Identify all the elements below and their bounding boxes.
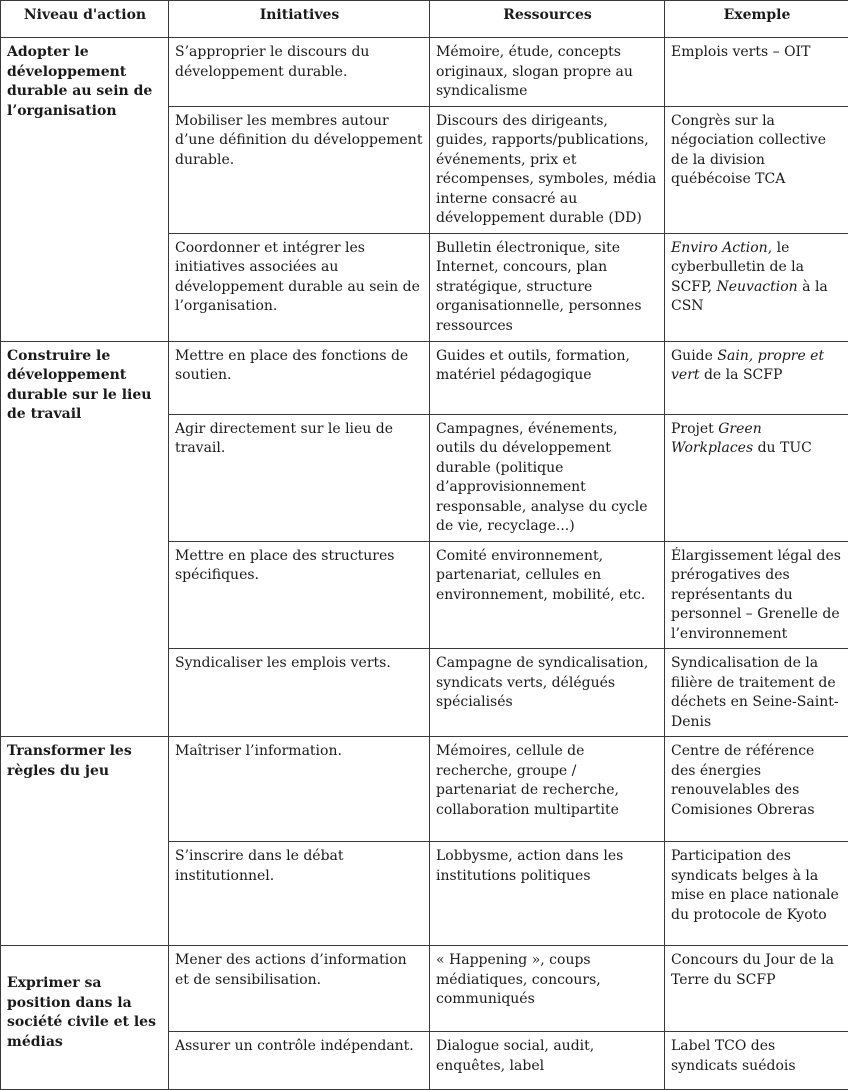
initiative-cell: Mettre en place des structures spécifiques.: [169, 541, 430, 649]
exemple-cell: Congrès sur la négociation collective de la division québécoise TCA: [665, 106, 848, 233]
ressources-cell: Mémoire, étude, concepts originaux, slogan propre au syndicalisme: [430, 38, 665, 107]
exemple-cell: Label TCO des syndicats suédois: [665, 1032, 848, 1090]
header-ressources: Ressources: [430, 1, 665, 38]
exemple-cell: Élargissement légal des prérogatives des représentants du personnel – Grenelle de l’environnement: [665, 541, 848, 649]
exemple-part: Projet: [671, 421, 718, 437]
header-exemple: Exemple: [665, 1, 848, 38]
ressources-cell: Comité environnement, partenariat, cellules en environnement, mobilité, etc.: [430, 541, 665, 649]
exemple-part: , le cyberbulletin de la SCFP,: [671, 240, 804, 295]
initiative-cell: Maîtriser l’information.: [169, 737, 430, 842]
table-row: [1, 737, 848, 842]
exemple-part: Green Workplaces: [671, 421, 762, 457]
ressources-cell: Lobbysme, action dans les institutions politiques: [430, 842, 665, 946]
initiative-cell: S’inscrire dans le débat institutionnel.: [169, 842, 430, 946]
exemple-cell: Syndicalisation de la filière de traitement de déchets en Seine-Saint-Denis: [665, 649, 848, 737]
initiative-cell: S’approprier le discours du développement durable.: [169, 38, 430, 107]
initiative-cell: Mobiliser les membres autour d’une définition du développement durable.: [169, 106, 430, 233]
ressources-cell: Mémoires, cellule de recherche, groupe / partenariat de recherche, collaboration multipartite: [430, 737, 665, 842]
exemple-part: Sain, propre et vert: [671, 348, 824, 384]
level-cell: Adopter le développement durable au sein de l’organisation: [1, 38, 169, 342]
level-cell: Exprimer sa position dans la société civile et les médias: [1, 946, 169, 1090]
ressources-cell: Guides et outils, formation, matériel pédagogique: [430, 341, 665, 414]
ressources-cell: Discours des dirigeants, guides, rapports/publications, événements, prix et récompenses, symboles, média interne consacré au développement durable (DD): [430, 106, 665, 233]
ressources-cell: « Happening », coups médiatiques, concours, communiqués: [430, 946, 665, 1032]
exemple-cell: Emplois verts – OIT: [665, 38, 848, 107]
exemple-cell: [665, 233, 848, 341]
initiative-cell: Coordonner et intégrer les initiatives associées au développement durable au sein de l’organisation.: [169, 233, 430, 341]
exemple-part: du TUC: [753, 440, 812, 456]
initiative-cell: Syndicaliser les emplois verts.: [169, 649, 430, 737]
ressources-cell: Campagnes, événements, outils du développement durable (politique d’approvisionnement responsable, analyse du cycle de vie, recyclage...): [430, 414, 665, 541]
exemple-part: Guide: [671, 348, 717, 364]
exemple-cell: Centre de référence des énergies renouvelables des Comisiones Obreras: [665, 737, 848, 842]
exemple-cell: [665, 341, 848, 414]
table-row: [1, 946, 848, 1032]
header-row: [1, 1, 848, 38]
exemple-part: de la SCFP: [700, 367, 783, 383]
ressources-cell: Campagne de syndicalisation, syndicats verts, délégués spécialisés: [430, 649, 665, 737]
header-niveau: Niveau d'action: [1, 1, 169, 38]
level-cell: Transformer les règles du jeu: [1, 737, 169, 946]
level-cell: Construire le développement durable sur le lieu de travail: [1, 341, 169, 737]
table-row: [1, 341, 848, 414]
ressources-cell: Dialogue social, audit, enquêtes, label: [430, 1032, 665, 1090]
initiative-cell: Mener des actions d’information et de sensibilisation.: [169, 946, 430, 1032]
initiative-cell: Agir directement sur le lieu de travail.: [169, 414, 430, 541]
header-initiatives: Initiatives: [169, 1, 430, 38]
initiative-cell: Assurer un contrôle indépendant.: [169, 1032, 430, 1090]
table-row: [1, 38, 848, 107]
exemple-part: à la CSN: [671, 279, 828, 315]
exemple-cell: Concours du Jour de la Terre du SCFP: [665, 946, 848, 1032]
exemple-cell: Participation des syndicats belges à la mise en place nationale du protocole de Kyoto: [665, 842, 848, 946]
initiative-cell: Mettre en place des fonctions de soutien.: [169, 341, 430, 414]
ressources-cell: Bulletin électronique, site Internet, concours, plan stratégique, structure organisationnelle, personnes ressources: [430, 233, 665, 341]
exemple-part: Enviro Action: [671, 240, 768, 256]
exemple-cell: [665, 414, 848, 541]
exemple-part: Neuvaction: [717, 279, 798, 295]
